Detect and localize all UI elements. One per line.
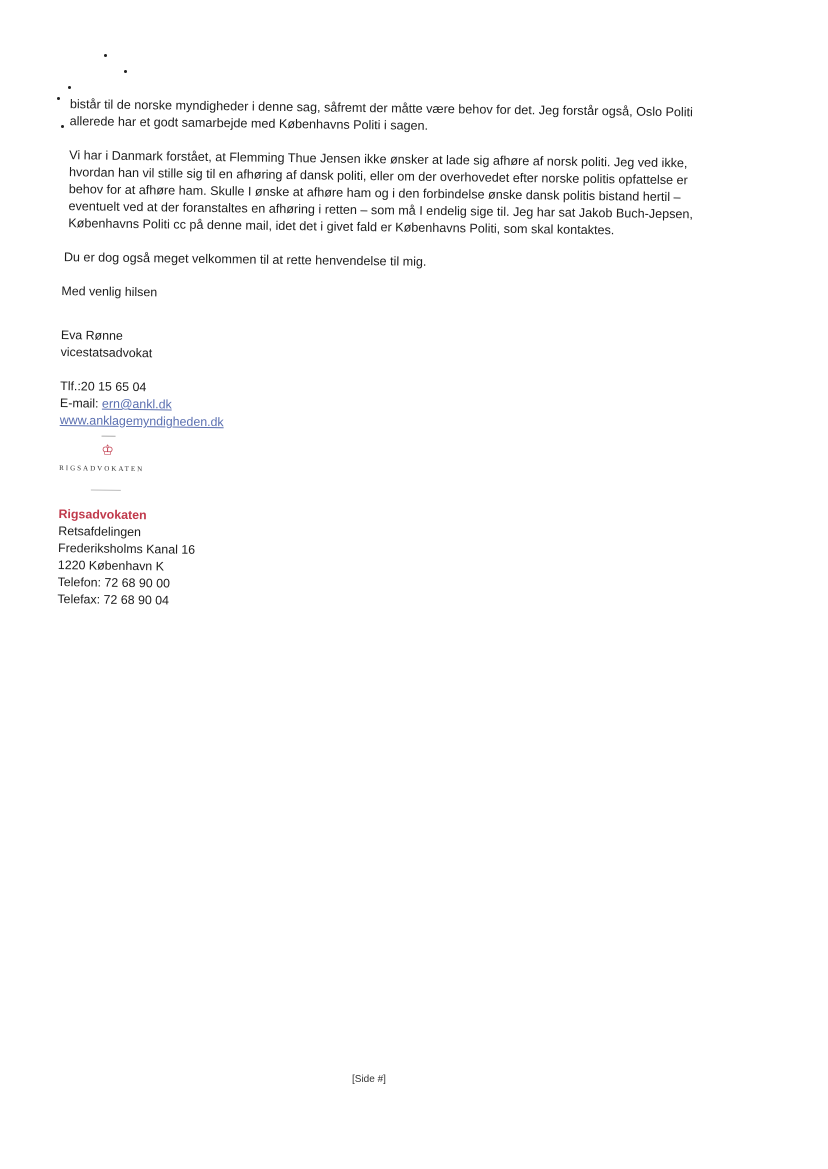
letter-body: [51, 96, 718, 617]
paragraph-3: [64, 249, 716, 275]
org-phone: Telefon: 72 68 90 00: [57, 575, 171, 591]
org-street: Frederiksholms Kanal 16: [57, 541, 196, 557]
email-label: E-mail:: [59, 396, 103, 411]
paragraph-2: [68, 147, 717, 240]
text-line: Københavns Politi cc på denne mail, idet det i givet fald er Københavns Politi, som skal kontaktes.: [68, 216, 615, 238]
crown-icon: ♔: [101, 441, 115, 458]
text-line: Vi har i Danmark forstået, at Flemming Thue Jensen ikke ønsker at lade sig afhøre af norsk politi. Jeg ved ikke,: [69, 148, 688, 171]
text-line: allerede har et godt samarbejde med Københavns Politi i sagen.: [69, 114, 429, 133]
text-line: hvordan han vil stille sig til en afhøring af dansk politi, eller om der overhovedet efter norske politis opfattelse er: [68, 165, 688, 188]
contact-info: [60, 378, 715, 438]
crest-logo: [59, 435, 180, 492]
text-line: behov for at afhøre ham. Skulle I ønske at afhøre ham og i den forbindelse ønske dansk politis bistand hertil –: [68, 182, 681, 205]
text-line: Du er dog også meget velkommen til at rette henvendelse til mig.: [63, 250, 427, 269]
org-department: Retsafdelingen: [58, 524, 142, 540]
scan-speck: [124, 70, 127, 73]
page-footer: [Side #]: [352, 1074, 386, 1085]
website-link[interactable]: www.anklagemyndigheden.dk: [59, 413, 224, 430]
organization-address: [57, 506, 712, 617]
crest-text: RIGSADVOKATEN: [59, 464, 145, 474]
signature-block: [57, 283, 715, 617]
signer-title: vicestatsadvokat: [60, 345, 153, 361]
scan-speck: [68, 86, 71, 89]
org-name: Rigsadvokaten: [58, 507, 147, 523]
signer: [61, 327, 715, 370]
closing: Med venlig hilsen: [61, 284, 158, 300]
email-link[interactable]: ern@ankl.dk: [101, 396, 172, 412]
signer-name: Eva Rønne: [60, 328, 123, 343]
phone: Tlf.:20 15 65 04: [60, 379, 147, 395]
paragraph-1: [70, 96, 718, 138]
org-fax: Telefax: 72 68 90 04: [57, 592, 170, 608]
text-line: bistår til de norske myndigheder i denne sag, såfremt der måtte være behov for det. Jeg forstår også, Oslo Politi: [69, 97, 693, 120]
text-line: eventuelt ved at der foranstaltes en afhøring i retten – som må I endelig sige til. Jeg har sat Jakob Buch-Jepsen,: [68, 199, 694, 222]
org-city: 1220 København K: [57, 558, 165, 574]
scan-speck: [104, 54, 107, 57]
